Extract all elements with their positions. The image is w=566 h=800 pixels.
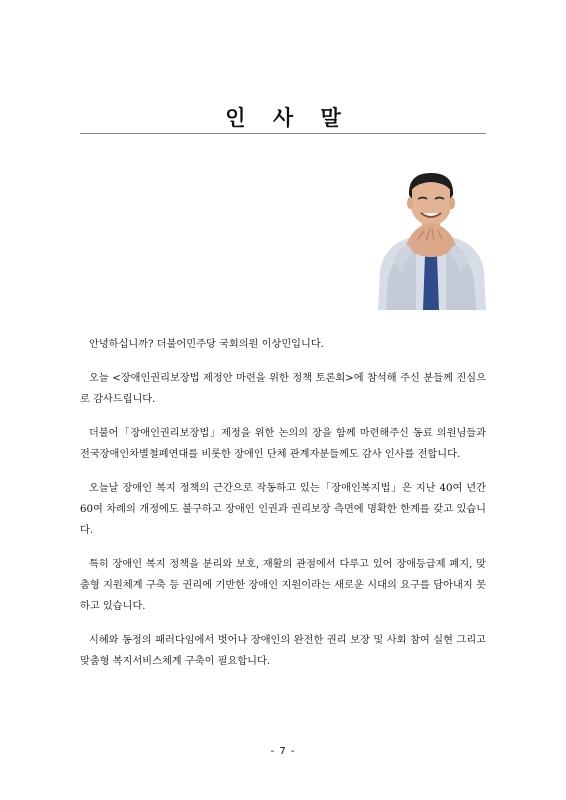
portrait-photo	[376, 161, 486, 310]
paragraph-4: 오늘날 장애인 복지 정책의 근간으로 작동하고 있는「장애인복지법」은 지난 40여 년간 60여 차례의 개정에도 불구하고 장애인 인권과 권리보장 측면에 명확한 한계를 갖고 있습니다.	[80, 482, 486, 536]
page-number: - 7 -	[270, 746, 296, 757]
body-text	[80, 334, 486, 685]
paragraph-3: 더불어「장애인권리보장법」제정을 위한 논의의 장을 함께 마련해주신 동료 의원님들과 전국장애인차별철폐연대를 비롯한 장애인 단체 관계자분들께도 감사 인사를 전합니다.	[80, 427, 486, 460]
paragraph-1: 안녕하십니까? 더불어민주당 국회의원 이상민입니다.	[89, 339, 324, 350]
paragraph-2: 오늘 <장애인권리보장법 제정안 마련을 위한 정책 토론회>에 참석해 주신 분들께 진심으로 감사드립니다.	[80, 372, 486, 405]
title-divider	[80, 133, 486, 134]
page-title: 인 사 말	[225, 105, 351, 130]
paragraph-5: 특히 장애인 복지 정책을 분리와 보호, 재활의 관점에서 다루고 있어 장애등급제 폐지, 맞춤형 지원체계 구축 등 권리에 기반한 장애인 지원이라는 새로운 시대의 요구를 담아내지 못하고 있습니다.	[80, 558, 486, 613]
paragraph-6: 시혜와 동정의 패러다임에서 벗어나 장애인의 완전한 권리 보장 및 사회 참여 실현 그리고 맞춤형 복지서비스체계 구축이 필요합니다.	[80, 634, 486, 667]
